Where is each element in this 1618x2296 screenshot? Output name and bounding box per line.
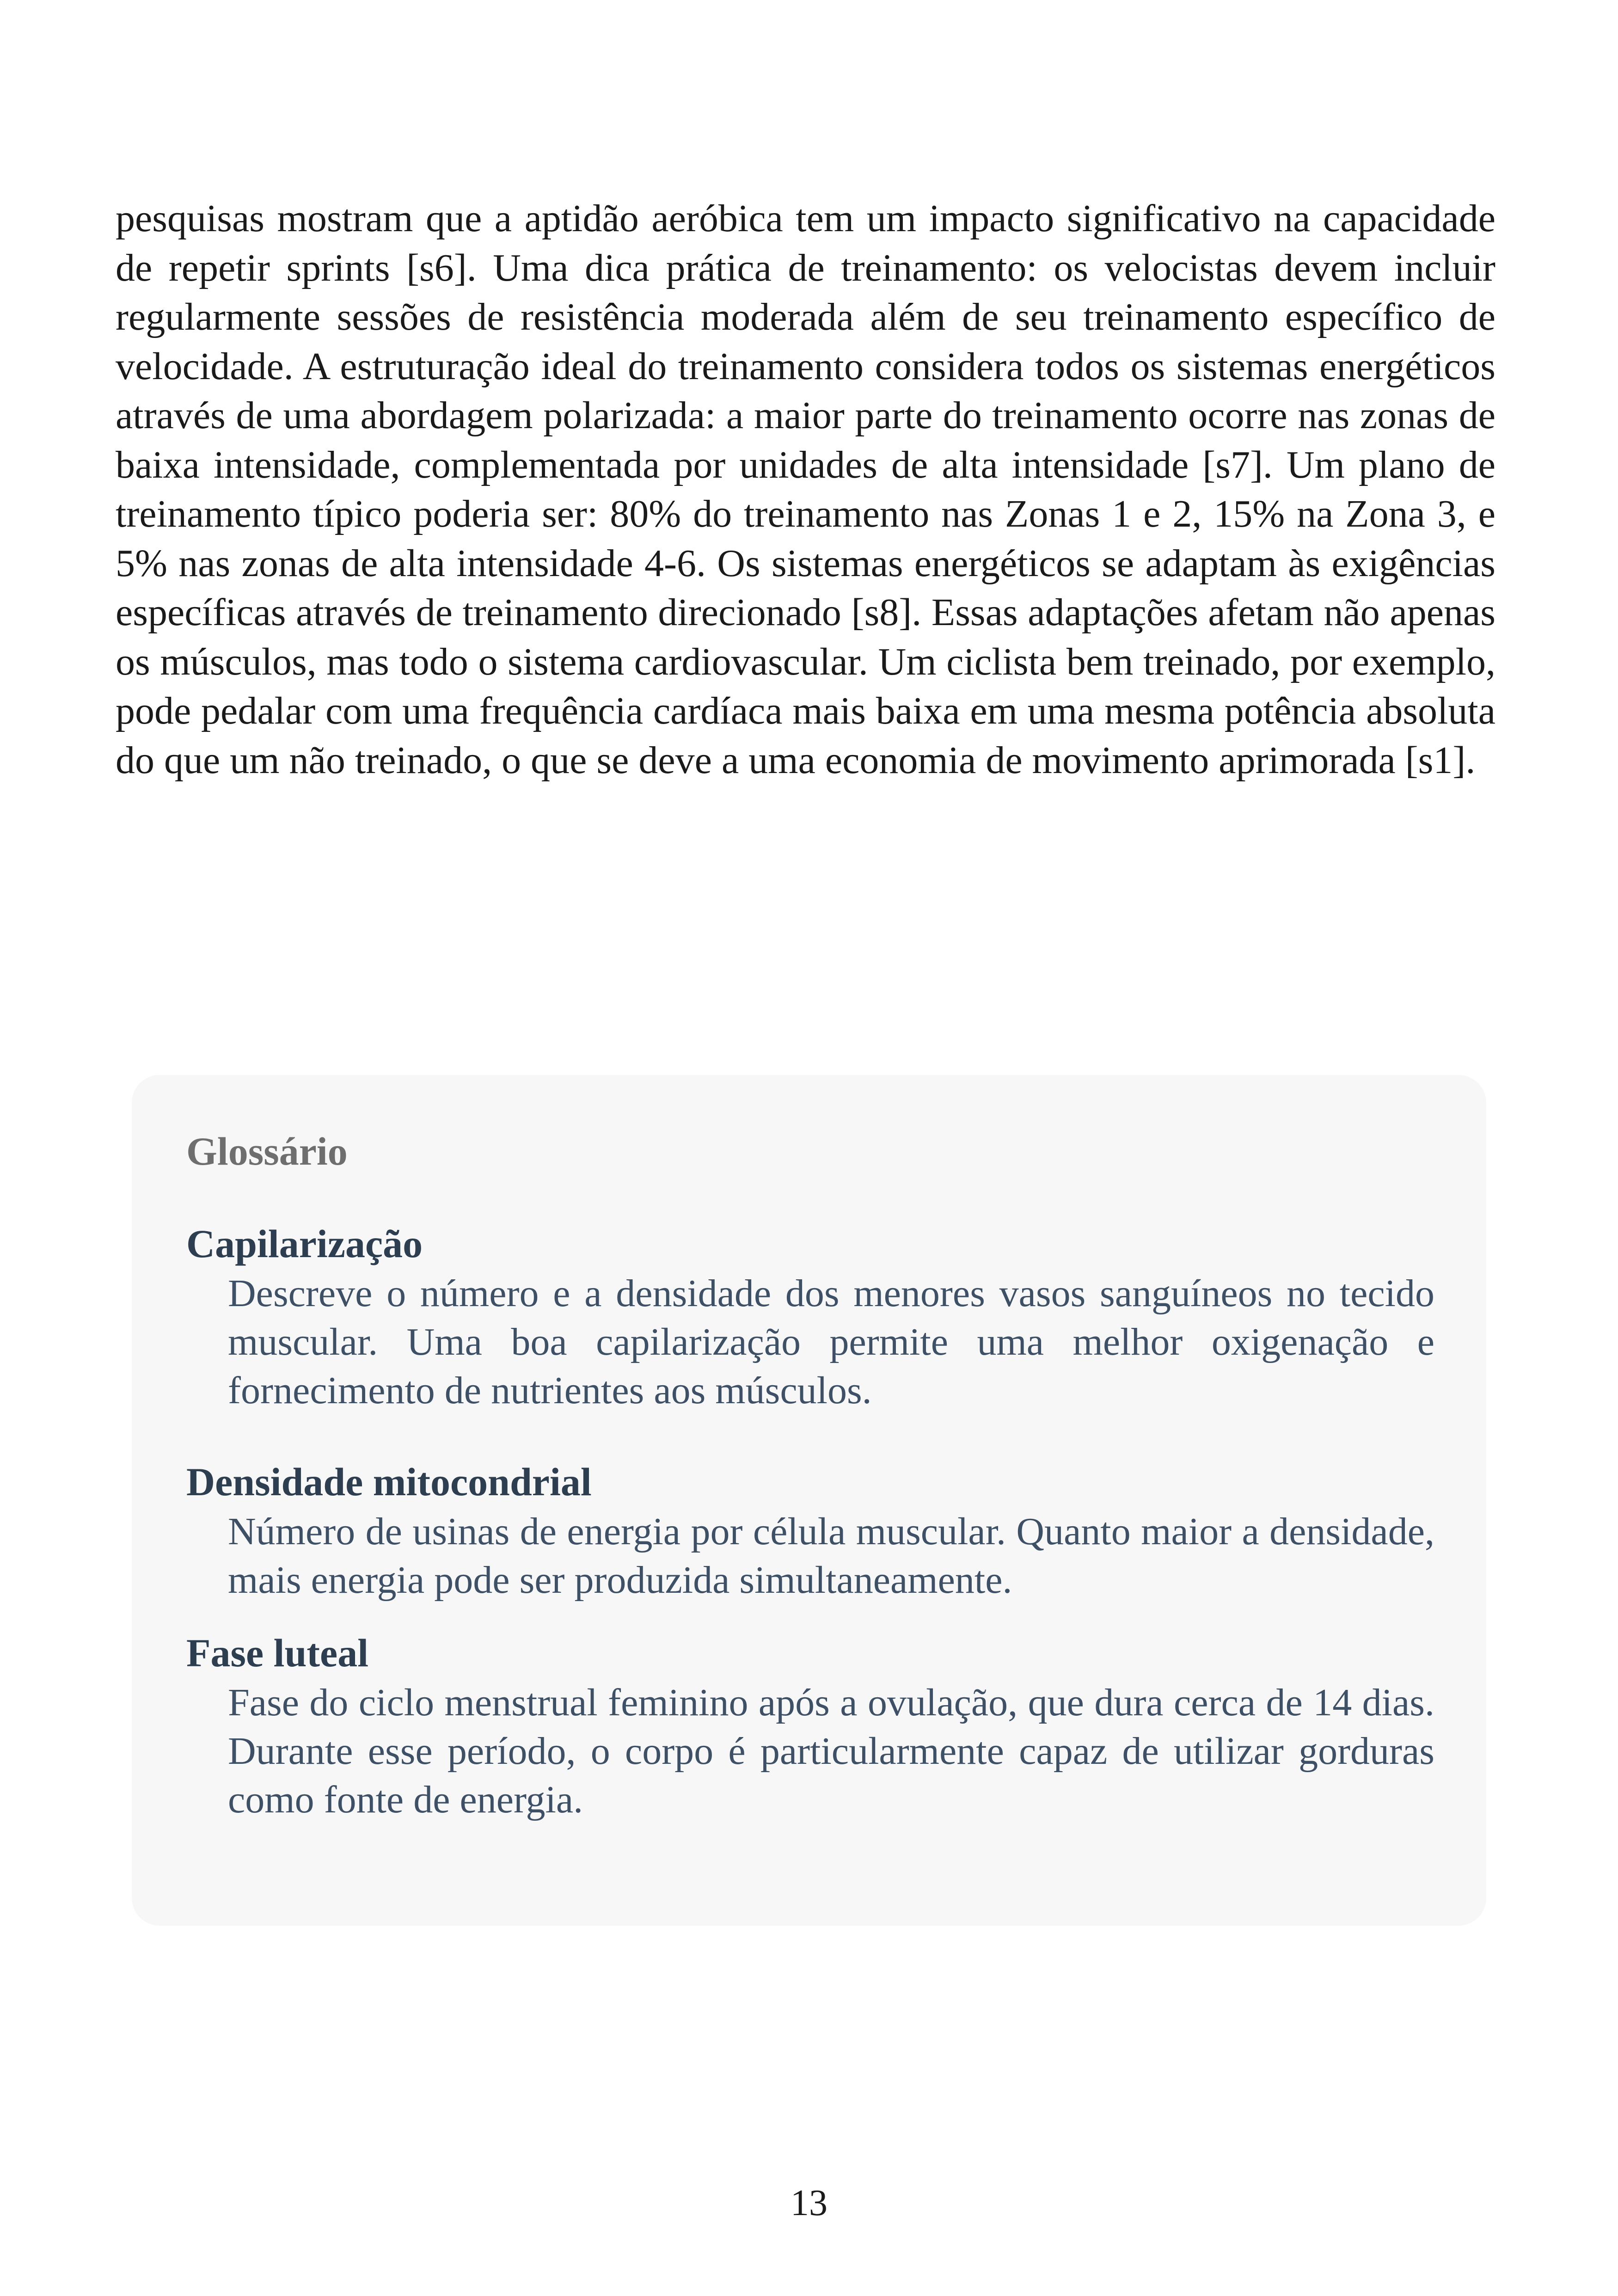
glossary-term: Densidade mitocondrial (186, 1460, 592, 1504)
glossary-definition: Número de usinas de energia por célula muscular. Quanto maior a densidade, mais energia pode ser produzida simultaneamente. (228, 1510, 1434, 1602)
glossary-title: Glossário (186, 1129, 348, 1173)
glossary-term: Capilarização (186, 1222, 423, 1266)
glossary-term: Fase luteal (186, 1631, 369, 1675)
glossary-definition: Descreve o número e a densidade dos menores vasos sanguíneos no tecido muscular. Uma boa capilarização permite uma melhor oxigenação e fornecimento de nutrientes aos músculos. (228, 1272, 1434, 1412)
body-paragraph: pesquisas mostram que a aptidão aeróbica tem um impacto significativo na capacidade de repetir sprints [s6]. Uma dica prática de treinamento: os velocistas devem incluir regularmente sessões de resistência moderada além de seu treinamento específico de velocidade. A estruturação ideal do treinamento considera todos os sistemas energéticos através de uma abordagem polarizada: a maior parte do treinamento ocorre nas zonas de baixa intensidade, complementada por unidades de alta intensidade [s7]. Um plano de treinamento típico poderia ser: 80% do treinamento nas Zonas 1 e 2, 15% na Zona 3, e 5% nas zonas de alta intensidade 4-6. Os sistemas energéticos se adaptam às exigências específicas através de treinamento direcionado [s8]. Essas adaptações afetam não apenas os músculos, mas todo o sistema cardiovascular. Um ciclista bem treinado, por exemplo, pode pedalar com uma frequência cardíaca mais baixa em uma mesma potência absoluta do que um não treinado, o que se deve a uma economia de movimento aprimorada [s1]. (116, 197, 1495, 782)
glossary-box (132, 1075, 1486, 1926)
page-number: 13 (791, 2183, 827, 2223)
glossary-definition: Fase do ciclo menstrual feminino após a ovulação, que dura cerca de 14 dias. Durante esse período, o corpo é particularmente capaz de utilizar gorduras como fonte de energia. (228, 1681, 1434, 1821)
glossary-entry (186, 1456, 1434, 1604)
glossary-entry (186, 1218, 1434, 1415)
glossary-entry (186, 1627, 1434, 1824)
